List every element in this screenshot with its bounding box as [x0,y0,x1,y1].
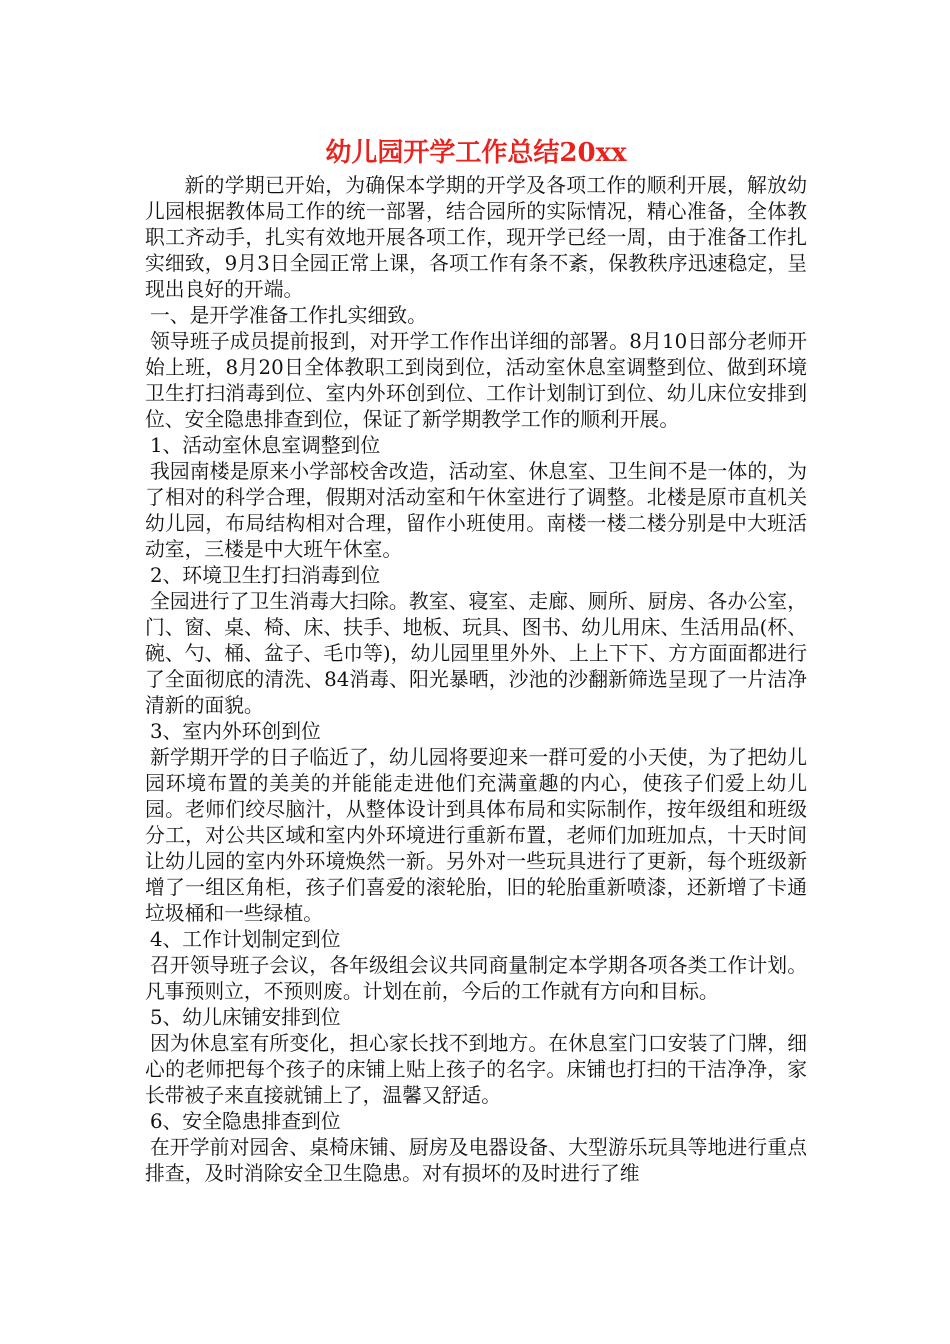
item-heading-4: 4、工作计划制定到位 [149,928,341,951]
intro-paragraph: 新的学期已开始，为确保本学期的开学及各项工作的顺利开展，解放幼儿园根据教体局工作的统一部署，结合园所的实际情况，精心准备，全体教职工齐动手，扎实有效地开展各项工作，现开学已经一周，由于准备工作扎实细致，9月3日全园正常上课，各项工作有条不紊，保教秩序迅速稳定，呈现出良好的开端。 [145,174,807,301]
document-title: 幼儿园开学工作总结20xx [325,138,627,168]
item-paragraph-3: 新学期开学的日子临近了，幼儿园将要迎来一群可爱的小天使，为了把幼儿园环境布置的美美的并能能走进他们充满童趣的内心，使孩子们爱上幼儿园。老师们绞尽脑汁，从整体设计到具体布局和实际制作，按年级组和班级分工，对公共区域和室内外环境进行重新布置，老师们加班加点，十天时间让幼儿园的室内外环境焕然一新。另外对一些玩具进行了更新，每个班级新增了一组区角柜，孩子们喜爱的滚轮胎，旧的轮胎重新喷漆，还新增了卡通垃圾桶和一些绿植。 [145,746,807,925]
document-content [145,137,807,1187]
section-heading: 一、是开学准备工作扎实细致。 [149,304,427,327]
item-heading-5: 5、幼儿床铺安排到位 [149,1006,341,1029]
item-heading-3: 3、室内外环创到位 [149,720,321,743]
item-heading-6: 6、安全隐患排查到位 [149,1110,341,1133]
item-paragraph-5: 因为休息室有所变化，担心家长找不到地方。在休息室门口安装了门牌，细心的老师把每个孩子的床铺上贴上孩子的名字。床铺也打扫的干洁净净，家长带被子来直接就铺上了，温馨又舒适。 [145,1032,807,1107]
item-paragraph-6: 在开学前对园舍、桌椅床铺、厨房及电器设备、大型游乐玩具等地进行重点排查，及时消除安全卫生隐患。对有损坏的及时进行了维 [145,1136,807,1185]
item-heading-1: 1、活动室休息室调整到位 [149,434,381,457]
item-heading-2: 2、环境卫生打扫消毒到位 [149,564,381,587]
item-paragraph-4: 召开领导班子会议，各年级组会议共同商量制定本学期各项各类工作计划。凡事预则立，不预则废。计划在前，今后的工作就有方向和目标。 [145,954,807,1003]
item-paragraph-2: 全园进行了卫生消毒大扫除。教室、寝室、走廊、厕所、厨房、各办公室，门、窗、桌、椅、床、扶手、地板、玩具、图书、幼儿用床、生活用品(杯、碗、勺、桶、盆子、毛巾等)，幼儿园里里外外、上上下下、方方面面都进行了全面彻底的清洗、84消毒、阳光暴晒，沙池的沙翻新筛选呈现了一片洁净清新的面貌。 [145,590,807,717]
item-paragraph-1: 我园南楼是原来小学部校舍改造，活动室、休息室、卫生间不是一体的，为了相对的科学合理，假期对活动室和午休室进行了调整。北楼是原市直机关幼儿园，布局结构相对合理，留作小班使用。南楼一楼二楼分别是中大班活动室，三楼是中大班午休室。 [145,460,807,561]
section-paragraph: 领导班子成员提前报到，对开学工作作出详细的部署。8月10日部分老师开始上班，8月20日全体教职工到岗到位，活动室休息室调整到位、做到环境卫生打扫消毒到位、室内外环创到位、工作计划制订到位、幼儿床位安排到位、安全隐患排查到位，保证了新学期教学工作的顺利开展。 [145,330,807,431]
